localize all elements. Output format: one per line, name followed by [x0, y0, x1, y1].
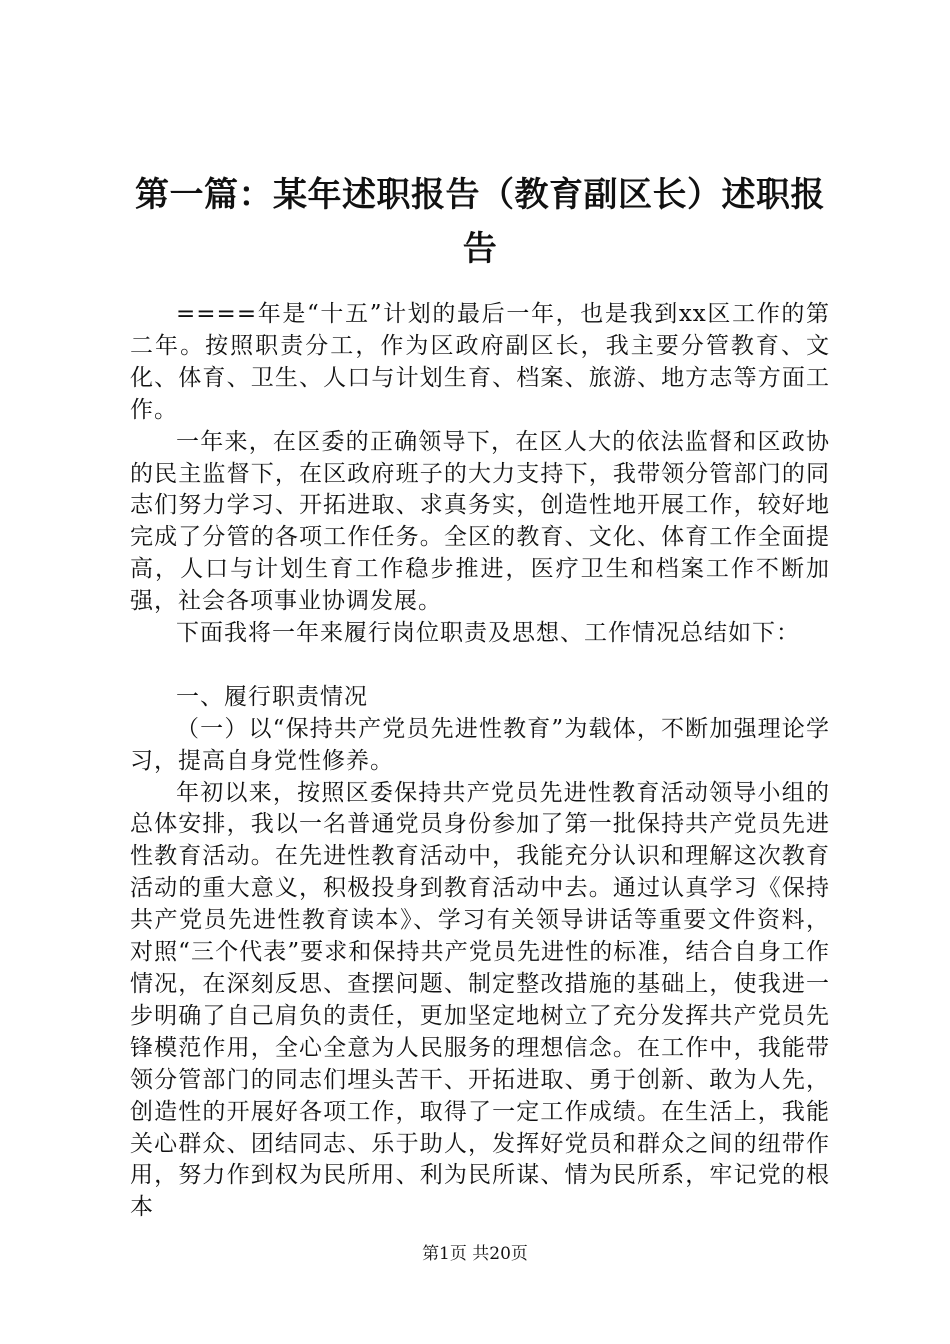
- paragraph-transition: 下面我将一年来履行岗位职责及思想、工作情况总结如下：: [176, 620, 800, 647]
- paragraph-summary: 一年来，在区委的正确领导下，在区人大的依法监督和区政协的民主监督下，在区政府班子的大力支持下，我带领分管部门的同志们努力学习、开拓进取、求真务实，创造性地开展工作，较好地完成了分管的各项工作任务。全区的教育、文化、体育工作全面提高，人口与计划生育工作稳步推进，医疗卫生和档案工作不断加强，社会各项事业协调发展。: [130, 428, 830, 615]
- paragraph-detail: 年初以来，按照区委保持共产党员先进性教育活动领导小组的总体安排，我以一名普通党员身份参加了第一批保持共产党员先进性教育活动。在先进性教育活动中，我能充分认识和理解这次教育活动的重大意义，积极投身到教育活动中去。通过认真学习《保持共产党员先进性教育读本》、学习有关领导讲话等重要文件资料，对照“三个代表”要求和保持共产党员先进性的标准，结合自身工作情况，在深刻反思、查摆问题、制定整改措施的基础上，使我进一步明确了自己肩负的责任，更加坚定地树立了充分发挥共产党员先锋模范作用，全心全意为人民服务的理想信念。在工作中，我能带领分管部门的同志们埋头苦干、开拓进取、勇于创新、敢为人先，创造性的开展好各项工作，取得了一定工作成绩。在生活上，我能关心群众、团结同志、乐于助人，发挥好党员和群众之间的纽带作用，努力作到权为民所用、利为民所谋、情为民所系，牢记党的根本: [130, 779, 830, 1221]
- document-title: 第一篇：某年述职报告（教育副区长）述职报告: [135, 175, 825, 269]
- document-body: [130, 299, 830, 1224]
- section-heading: 一、履行职责情况: [176, 683, 368, 710]
- subsection-heading: （一）以“保持共产党员先进性教育”为载体，不断加强理论学习，提高自身党性修养。: [130, 715, 830, 774]
- paragraph-intro: ====年是“十五”计划的最后一年，也是我到xx区工作的第二年。按照职责分工，作为区政府副区长，我主要分管教育、文化、体育、卫生、人口与计划生育、档案、旅游、地方志等方面工作。: [130, 301, 830, 423]
- page-number: 第1页 共20页: [422, 1244, 528, 1264]
